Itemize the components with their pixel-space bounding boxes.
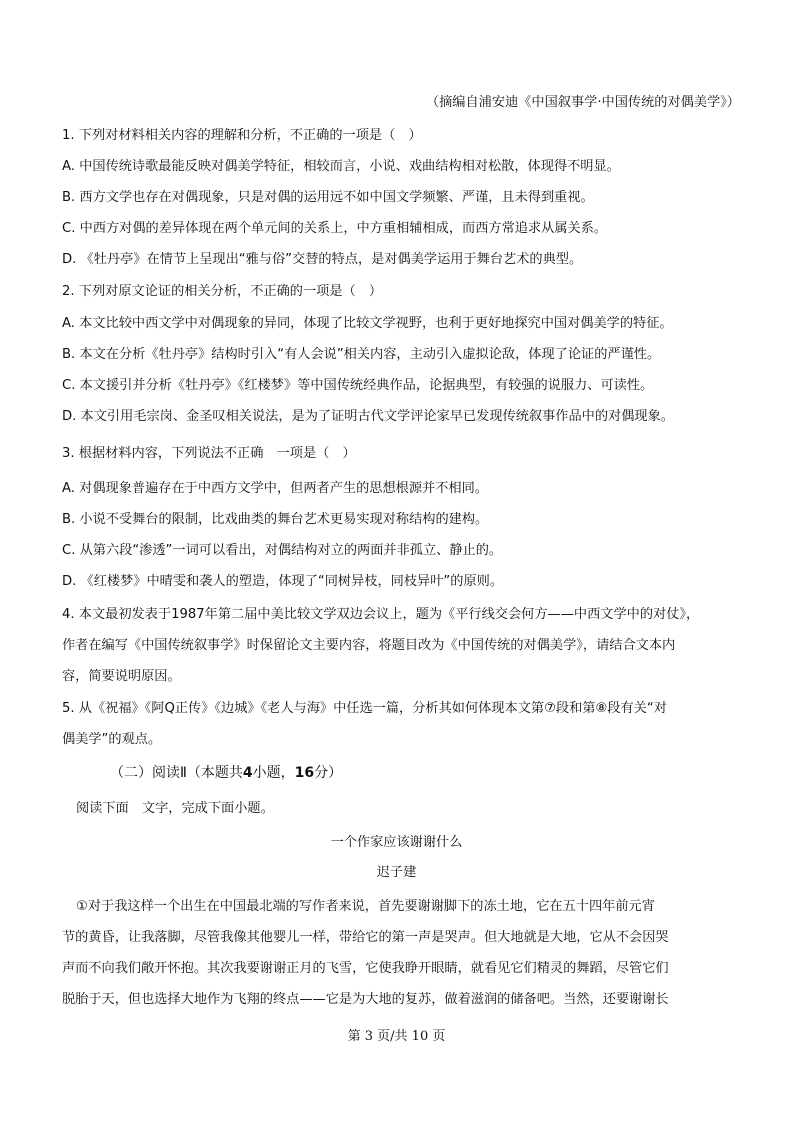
section-heading-suffix: 分） [314, 765, 343, 781]
question-3-option-c: C. 从第六段“渗透”一词可以看出，对偶结构对立的两面并非孤立、静止的。 [62, 543, 503, 558]
question-1-option-a: A. 中国传统诗歌最能反映对偶美学特征，相较而言，小说、戏曲结构相对松散，体现得不明显。 [62, 159, 620, 174]
question-3-option-d: D. 《红楼梦》中晴雯和袭人的塑造，体现了“同树异枝，同枝异叶”的原则。 [62, 574, 504, 589]
page-number-footer: 第 3 页/共 10 页 [347, 1029, 446, 1044]
question-2-option-c: C. 本文援引并分析《牡丹亭》《红楼梦》等中国传统经典作品，论据典型，有较强的说服力、可读性。 [62, 378, 654, 393]
question-2-stem: 2. 下列对原文论证的相关分析，不正确的一项是（ ） [62, 284, 383, 299]
section-heading-middle: 小题， [252, 765, 295, 781]
question-2-option-b: B. 本文在分析《牡丹亭》结构时引入“有人会说”相关内容，主动引入虚拟论敌，体现了论证的严谨性。 [62, 347, 661, 362]
source-citation: （摘编自浦安迪《中国叙事学·中国传统的对偶美学》） [425, 95, 740, 110]
reading-instruction: 阅读下面 文字，完成下面小题。 [76, 801, 274, 816]
question-1-stem: 1. 下列对材料相关内容的理解和分析，不正确的一项是（ ） [62, 128, 422, 143]
article-paragraph-1-line-1: ①对于我这样一个出生在中国最北端的写作者来说，首先要谢谢脚下的冻土地，它在五十四年前元宵 [76, 899, 655, 914]
question-4-line-3: 容，简要说明原因。 [62, 669, 181, 684]
question-4-line-1: 4. 本文最初发表于1987年第二届中美比较文学双边会议上，题为《平行线交会何方——中西文学中的对仗》， [62, 607, 700, 622]
section-heading-prefix: （二）阅读Ⅱ（本题共 [110, 765, 243, 781]
question-1-option-d: D. 《牡丹亭》在情节上呈现出“雅与俗”交替的特点，是对偶美学运用于舞台艺术的典型。 [62, 252, 583, 267]
article-paragraph-1-line-4: 脱胎于天，但也选择大地作为飞翔的终点——它是为大地的复苏，做着滋润的储备吧。当然，还要谢谢长 [62, 992, 669, 1007]
section-score: 16 [294, 765, 315, 781]
question-5-line-1: 5. 从《祝福》《阿Q正传》《边城》《老人与海》中任选一篇，分析其如何体现本文第⑦段和第⑧段有关“对 [62, 701, 667, 716]
question-2-option-a: A. 本文比较中西文学中对偶现象的异同，体现了比较文学视野，也利于更好地探究中国对偶美学的特征。 [62, 316, 673, 331]
question-3-option-a: A. 对偶现象普遍存在于中西方文学中，但两者产生的思想根源并不相同。 [62, 481, 488, 496]
question-3-stem: 3. 根据材料内容，下列说法不正确 一项是（ ） [62, 446, 356, 461]
question-3-option-b: B. 小说不受舞台的限制，比戏曲类的舞台艺术更易实现对称结构的建构。 [62, 512, 489, 527]
article-paragraph-1-line-2: 节的黄昏，让我落脚，尽管我像其他婴儿一样，带给它的第一声是哭声。但大地就是大地，它从不会因哭 [62, 930, 669, 945]
article-title: 一个作家应该谢谢什么 [330, 835, 463, 850]
section-heading [110, 763, 790, 783]
section-question-count: 4 [242, 765, 253, 781]
question-1-option-b: B. 西方文学也存在对偶现象，只是对偶的运用远不如中国文学频繁、严谨，且未得到重视。 [62, 190, 594, 205]
question-1-option-c: C. 中西方对偶的差异体现在两个单元间的关系上，中方重相辅相成，而西方常追求从属关系。 [62, 221, 608, 236]
question-2-option-d: D. 本文引用毛宗岗、金圣叹相关说法，是为了证明古代文学评论家早已发现传统叙事作品中的对偶现象。 [62, 409, 674, 424]
article-paragraph-1-line-3: 声而不向我们敞开怀抱。其次我要谢谢正月的飞雪，它使我睁开眼睛，就看见它们精灵的舞蹈，尽管它们 [62, 961, 669, 976]
article-author: 迟子建 [376, 865, 417, 880]
question-4-line-2: 作者在编写《中国传统叙事学》时保留论文主要内容，将题目改为《中国传统的对偶美学》，请结合文本内 [62, 638, 676, 653]
question-5-line-2: 偶美学”的观点。 [62, 732, 162, 747]
